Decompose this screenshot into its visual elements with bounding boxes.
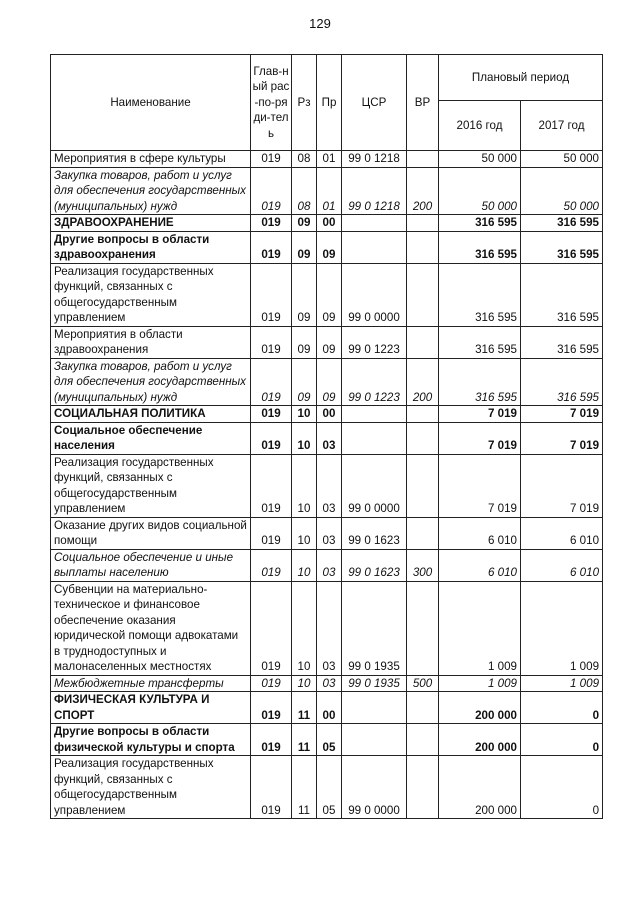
row-value-2017: 6 010 bbox=[521, 517, 603, 549]
row-value-2017: 7 019 bbox=[521, 454, 603, 517]
row-csr: 99 0 1223 bbox=[342, 358, 407, 406]
row-rz: 08 bbox=[292, 151, 317, 168]
row-name: Субвенции на материально-техническое и финансовое обеспечение оказания юридической помощи адвокатами в труднодоступных и малонаселенных местностях bbox=[51, 581, 251, 675]
row-value-2016: 316 595 bbox=[439, 215, 521, 232]
row-vr: 300 bbox=[407, 549, 439, 581]
row-name: Реализация государственных функций, связанных с общегосударственным управлением bbox=[51, 263, 251, 326]
row-csr bbox=[342, 406, 407, 423]
row-rz: 09 bbox=[292, 231, 317, 263]
row-value-2017: 316 595 bbox=[521, 358, 603, 406]
row-vr bbox=[407, 263, 439, 326]
row-value-2016: 7 019 bbox=[439, 422, 521, 454]
row-pr: 09 bbox=[317, 231, 342, 263]
row-value-2017: 6 010 bbox=[521, 549, 603, 581]
row-main-manager: 019 bbox=[251, 517, 292, 549]
row-rz: 10 bbox=[292, 675, 317, 692]
row-pr: 01 bbox=[317, 167, 342, 215]
row-value-2016: 1 009 bbox=[439, 581, 521, 675]
row-pr: 03 bbox=[317, 422, 342, 454]
row-name: Социальное обеспечение и иные выплаты населению bbox=[51, 549, 251, 581]
row-vr bbox=[407, 454, 439, 517]
header-csr: ЦСР bbox=[342, 55, 407, 151]
row-rz: 11 bbox=[292, 692, 317, 724]
row-pr: 09 bbox=[317, 326, 342, 358]
row-vr bbox=[407, 756, 439, 819]
row-rz: 10 bbox=[292, 422, 317, 454]
row-value-2017: 7 019 bbox=[521, 406, 603, 423]
row-pr: 03 bbox=[317, 581, 342, 675]
row-vr bbox=[407, 151, 439, 168]
row-value-2016: 6 010 bbox=[439, 517, 521, 549]
row-csr: 99 0 1218 bbox=[342, 151, 407, 168]
row-value-2017: 316 595 bbox=[521, 263, 603, 326]
header-vr: ВР bbox=[407, 55, 439, 151]
header-rz: Рз bbox=[292, 55, 317, 151]
row-value-2016: 200 000 bbox=[439, 756, 521, 819]
row-name: Социальное обеспечение населения bbox=[51, 422, 251, 454]
table-row bbox=[51, 517, 603, 549]
row-main-manager: 019 bbox=[251, 422, 292, 454]
row-value-2016: 6 010 bbox=[439, 549, 521, 581]
header-year-2016: 2016 год bbox=[439, 101, 521, 151]
row-rz: 09 bbox=[292, 215, 317, 232]
row-pr: 09 bbox=[317, 263, 342, 326]
row-csr: 99 0 1623 bbox=[342, 517, 407, 549]
row-value-2016: 50 000 bbox=[439, 151, 521, 168]
row-name: Мероприятия в сфере культуры bbox=[51, 151, 251, 168]
row-vr bbox=[407, 692, 439, 724]
row-main-manager: 019 bbox=[251, 756, 292, 819]
row-pr: 03 bbox=[317, 549, 342, 581]
row-name: СОЦИАЛЬНАЯ ПОЛИТИКА bbox=[51, 406, 251, 423]
row-main-manager: 019 bbox=[251, 358, 292, 406]
row-value-2017: 7 019 bbox=[521, 422, 603, 454]
row-pr: 01 bbox=[317, 151, 342, 168]
row-csr: 99 0 1935 bbox=[342, 581, 407, 675]
table-row bbox=[51, 231, 603, 263]
header-planned-period: Плановый период bbox=[439, 55, 603, 101]
row-name: Межбюджетные трансферты bbox=[51, 675, 251, 692]
row-value-2016: 200 000 bbox=[439, 724, 521, 756]
row-csr bbox=[342, 724, 407, 756]
row-vr: 200 bbox=[407, 358, 439, 406]
table-row bbox=[51, 358, 603, 406]
row-value-2017: 50 000 bbox=[521, 167, 603, 215]
row-rz: 10 bbox=[292, 454, 317, 517]
row-pr: 05 bbox=[317, 724, 342, 756]
row-main-manager: 019 bbox=[251, 215, 292, 232]
page-number: 129 bbox=[309, 16, 331, 31]
row-name: Закупка товаров, работ и услуг для обеспечения государственных (муниципальных) нужд bbox=[51, 358, 251, 406]
row-name: Оказание других видов социальной помощи bbox=[51, 517, 251, 549]
row-value-2016: 50 000 bbox=[439, 167, 521, 215]
row-rz: 09 bbox=[292, 358, 317, 406]
header-main-manager: Глав-ный рас-по-ряди-тель bbox=[251, 55, 292, 151]
row-csr bbox=[342, 692, 407, 724]
row-value-2017: 0 bbox=[521, 724, 603, 756]
row-main-manager: 019 bbox=[251, 326, 292, 358]
row-main-manager: 019 bbox=[251, 167, 292, 215]
row-pr: 03 bbox=[317, 517, 342, 549]
row-pr: 09 bbox=[317, 358, 342, 406]
table-row bbox=[51, 422, 603, 454]
table-row bbox=[51, 581, 603, 675]
row-vr bbox=[407, 517, 439, 549]
row-value-2017: 316 595 bbox=[521, 326, 603, 358]
row-csr: 99 0 0000 bbox=[342, 263, 407, 326]
row-value-2016: 1 009 bbox=[439, 675, 521, 692]
row-pr: 00 bbox=[317, 215, 342, 232]
row-value-2016: 316 595 bbox=[439, 358, 521, 406]
table-row bbox=[51, 215, 603, 232]
row-vr bbox=[407, 215, 439, 232]
row-vr bbox=[407, 581, 439, 675]
header-name: Наименование bbox=[51, 55, 251, 151]
row-vr bbox=[407, 326, 439, 358]
row-name: ФИЗИЧЕСКАЯ КУЛЬТУРА И СПОРТ bbox=[51, 692, 251, 724]
row-value-2017: 0 bbox=[521, 756, 603, 819]
row-value-2017: 1 009 bbox=[521, 581, 603, 675]
table-row bbox=[51, 756, 603, 819]
row-name: ЗДРАВООХРАНЕНИЕ bbox=[51, 215, 251, 232]
row-vr: 200 bbox=[407, 167, 439, 215]
row-main-manager: 019 bbox=[251, 581, 292, 675]
table-row bbox=[51, 151, 603, 168]
row-value-2017: 316 595 bbox=[521, 215, 603, 232]
row-value-2017: 1 009 bbox=[521, 675, 603, 692]
row-vr bbox=[407, 422, 439, 454]
table-row bbox=[51, 263, 603, 326]
row-rz: 09 bbox=[292, 326, 317, 358]
row-value-2016: 7 019 bbox=[439, 406, 521, 423]
row-csr: 99 0 1223 bbox=[342, 326, 407, 358]
row-csr: 99 0 1623 bbox=[342, 549, 407, 581]
row-rz: 11 bbox=[292, 724, 317, 756]
row-main-manager: 019 bbox=[251, 675, 292, 692]
row-main-manager: 019 bbox=[251, 151, 292, 168]
header-pr: Пр bbox=[317, 55, 342, 151]
row-csr: 99 0 0000 bbox=[342, 454, 407, 517]
row-pr: 05 bbox=[317, 756, 342, 819]
row-pr: 03 bbox=[317, 675, 342, 692]
row-pr: 00 bbox=[317, 692, 342, 724]
row-main-manager: 019 bbox=[251, 454, 292, 517]
row-pr: 00 bbox=[317, 406, 342, 423]
row-rz: 10 bbox=[292, 517, 317, 549]
row-value-2016: 7 019 bbox=[439, 454, 521, 517]
table-row bbox=[51, 406, 603, 423]
table-row bbox=[51, 454, 603, 517]
row-value-2017: 0 bbox=[521, 692, 603, 724]
table-body bbox=[51, 151, 603, 819]
table-row bbox=[51, 326, 603, 358]
table-row bbox=[51, 675, 603, 692]
row-vr bbox=[407, 231, 439, 263]
row-vr: 500 bbox=[407, 675, 439, 692]
row-value-2016: 316 595 bbox=[439, 326, 521, 358]
table-row bbox=[51, 167, 603, 215]
row-name: Реализация государственных функций, связанных с общегосударственным управлением bbox=[51, 756, 251, 819]
row-rz: 09 bbox=[292, 263, 317, 326]
row-rz: 10 bbox=[292, 406, 317, 423]
row-value-2017: 50 000 bbox=[521, 151, 603, 168]
row-rz: 11 bbox=[292, 756, 317, 819]
row-vr bbox=[407, 724, 439, 756]
row-rz: 08 bbox=[292, 167, 317, 215]
row-vr bbox=[407, 406, 439, 423]
row-name: Закупка товаров, работ и услуг для обеспечения государственных (муниципальных) нужд bbox=[51, 167, 251, 215]
row-rz: 10 bbox=[292, 581, 317, 675]
row-csr: 99 0 1218 bbox=[342, 167, 407, 215]
row-name: Другие вопросы в области физической культуры и спорта bbox=[51, 724, 251, 756]
row-main-manager: 019 bbox=[251, 263, 292, 326]
row-name: Реализация государственных функций, связанных с общегосударственным управлением bbox=[51, 454, 251, 517]
row-csr bbox=[342, 422, 407, 454]
row-main-manager: 019 bbox=[251, 231, 292, 263]
header-year-2017: 2017 год bbox=[521, 101, 603, 151]
row-pr: 03 bbox=[317, 454, 342, 517]
row-csr bbox=[342, 231, 407, 263]
table-row bbox=[51, 724, 603, 756]
table-row bbox=[51, 549, 603, 581]
table-row bbox=[51, 692, 603, 724]
row-name: Мероприятия в области здравоохранения bbox=[51, 326, 251, 358]
row-rz: 10 bbox=[292, 549, 317, 581]
budget-table bbox=[50, 54, 603, 819]
row-value-2016: 316 595 bbox=[439, 263, 521, 326]
row-value-2017: 316 595 bbox=[521, 231, 603, 263]
row-csr: 99 0 1935 bbox=[342, 675, 407, 692]
row-main-manager: 019 bbox=[251, 549, 292, 581]
row-name: Другие вопросы в области здравоохранения bbox=[51, 231, 251, 263]
row-value-2016: 316 595 bbox=[439, 231, 521, 263]
row-main-manager: 019 bbox=[251, 406, 292, 423]
row-value-2016: 200 000 bbox=[439, 692, 521, 724]
row-main-manager: 019 bbox=[251, 692, 292, 724]
row-main-manager: 019 bbox=[251, 724, 292, 756]
row-csr: 99 0 0000 bbox=[342, 756, 407, 819]
row-csr bbox=[342, 215, 407, 232]
